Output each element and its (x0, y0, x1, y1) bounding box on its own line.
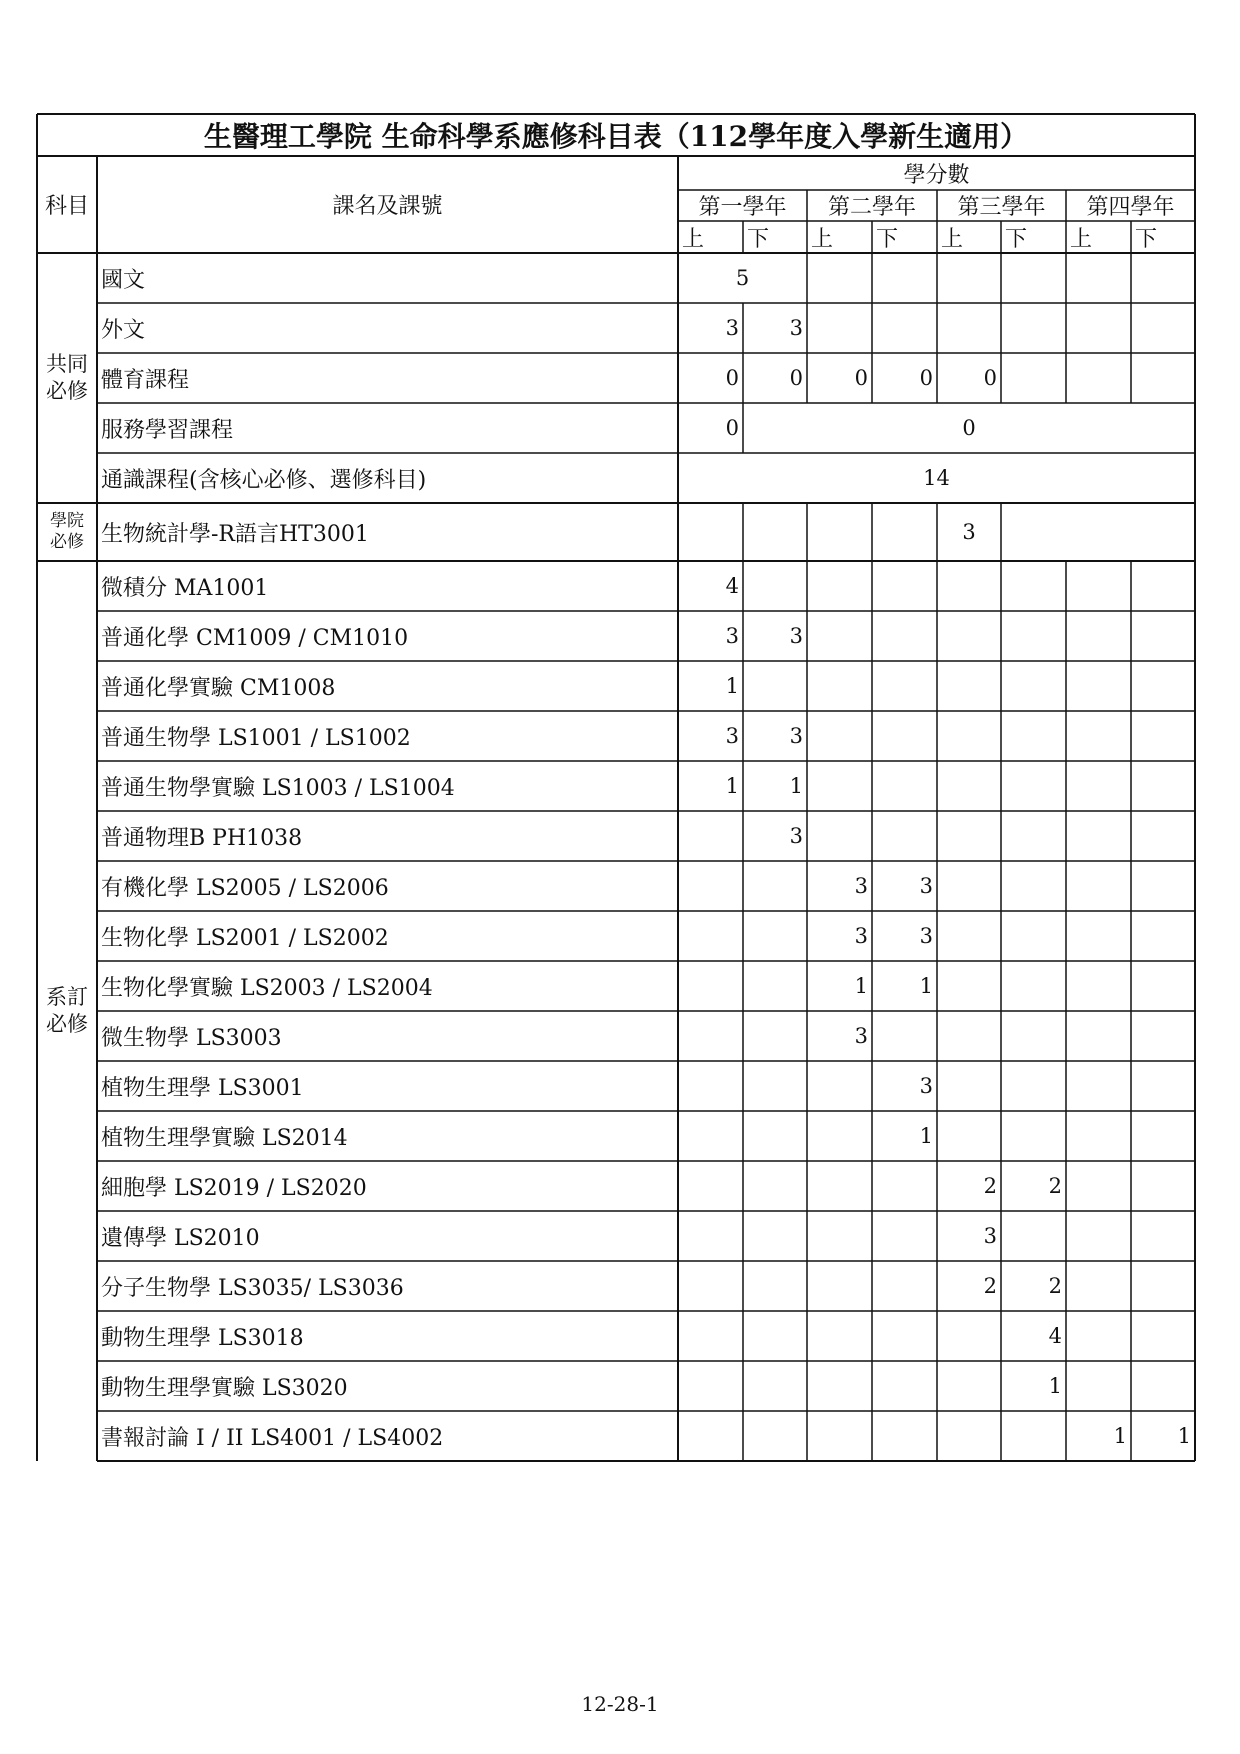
credit-value: 2 (983, 1274, 997, 1298)
credit-value: 2 (1048, 1274, 1062, 1298)
credit-value: 2 (1048, 1174, 1062, 1198)
credit-value: 3 (962, 520, 976, 544)
credit-value: 3 (789, 824, 803, 848)
header-year-3: 第三學年 (957, 195, 1046, 220)
course-name: 普通物理B PH1038 (101, 825, 303, 851)
credit-value: 4 (725, 574, 739, 598)
credit-value: 2 (983, 1174, 997, 1198)
credit-value: 1 (854, 974, 868, 998)
course-name: 生物化學實驗 LS2003 / LS2004 (101, 975, 433, 1001)
credit-value: 0 (983, 366, 997, 390)
category-label: 共同 必修 (46, 351, 88, 403)
header-semester: 上 (811, 226, 834, 252)
credit-value: 4 (1048, 1324, 1062, 1348)
credit-value: 0 (919, 366, 933, 390)
credit-value: 3 (789, 624, 803, 648)
credit-value: 3 (854, 924, 868, 948)
course-name: 普通化學實驗 CM1008 (101, 675, 336, 701)
category-label: 學院 必修 (50, 510, 84, 552)
credit-value: 3 (854, 1024, 868, 1048)
course-name: 微積分 MA1001 (101, 575, 269, 601)
header-semester: 下 (1005, 226, 1028, 252)
credit-value: 0 (789, 366, 803, 390)
header-semester: 上 (941, 226, 964, 252)
course-name: 植物生理學 LS3001 (101, 1075, 304, 1101)
header-subject: 科目 (44, 194, 89, 219)
course-name: 微生物學 LS3003 (101, 1025, 282, 1051)
header-semester: 上 (1070, 226, 1093, 252)
course-name: 植物生理學實驗 LS2014 (101, 1125, 348, 1151)
course-name: 普通生物學實驗 LS1003 / LS1004 (101, 775, 455, 801)
credit-value: 3 (725, 316, 739, 340)
credit-value: 3 (789, 724, 803, 748)
credit-value: 3 (919, 924, 933, 948)
header-semester: 下 (1135, 226, 1158, 252)
credit-value: 3 (854, 874, 868, 898)
credit-value: 3 (919, 1074, 933, 1098)
table-title: 生醫理工學院 生命科學系應修科目表（112學年度入學新生適用） (203, 120, 1029, 153)
course-name: 遺傳學 LS2010 (101, 1225, 260, 1251)
credit-value: 1 (1113, 1424, 1127, 1448)
header-year-1: 第一學年 (698, 195, 787, 220)
credit-value: 0 (725, 416, 739, 440)
course-name: 通識課程(含核心必修、選修科目) (101, 467, 427, 493)
course-name: 有機化學 LS2005 / LS2006 (101, 875, 389, 901)
course-name: 分子生物學 LS3035/ LS3036 (101, 1275, 404, 1301)
course-name: 生物統計學-R語言HT3001 (101, 521, 369, 547)
credit-value: 3 (919, 874, 933, 898)
credit-value: 1 (919, 974, 933, 998)
credit-value (1001, 503, 1195, 561)
course-name: 外文 (101, 317, 146, 343)
credit-value: 0 (962, 416, 976, 440)
credit-value: 1 (919, 1124, 933, 1148)
category-label: 系訂 必修 (46, 984, 88, 1036)
credit-value: 3 (725, 724, 739, 748)
header-year-4: 第四學年 (1086, 195, 1175, 220)
course-name: 動物生理學 LS3018 (101, 1325, 304, 1351)
header-semester: 下 (876, 226, 899, 252)
header-semester: 上 (682, 226, 705, 252)
header-course-name: 課名及課號 (332, 194, 443, 219)
course-name: 普通化學 CM1009 / CM1010 (101, 625, 409, 651)
course-name: 普通生物學 LS1001 / LS1002 (101, 725, 411, 751)
course-name: 服務學習課程 (101, 417, 234, 443)
credit-value: 1 (725, 774, 739, 798)
credit-value: 3 (725, 624, 739, 648)
header-credits: 學分數 (903, 162, 970, 188)
credit-value: 0 (854, 366, 868, 390)
course-name: 細胞學 LS2019 / LS2020 (101, 1175, 367, 1201)
credit-value: 1 (1177, 1424, 1191, 1448)
header-year-2: 第二學年 (827, 195, 916, 220)
credit-value: 1 (789, 774, 803, 798)
course-name: 生物化學 LS2001 / LS2002 (101, 925, 389, 951)
course-name: 體育課程 (101, 367, 190, 393)
credit-value: 14 (923, 466, 950, 490)
credit-value: 3 (983, 1224, 997, 1248)
course-name: 國文 (101, 267, 146, 293)
credit-value: 0 (725, 366, 739, 390)
page-number: 12-28-1 (581, 1692, 659, 1716)
credit-value: 1 (725, 674, 739, 698)
credit-value: 3 (789, 316, 803, 340)
course-name: 書報討論 I / II LS4001 / LS4002 (101, 1425, 444, 1451)
course-name: 動物生理學實驗 LS3020 (101, 1375, 348, 1401)
credit-value: 1 (1048, 1374, 1062, 1398)
header-semester: 下 (747, 226, 770, 252)
credit-value: 5 (735, 266, 750, 290)
